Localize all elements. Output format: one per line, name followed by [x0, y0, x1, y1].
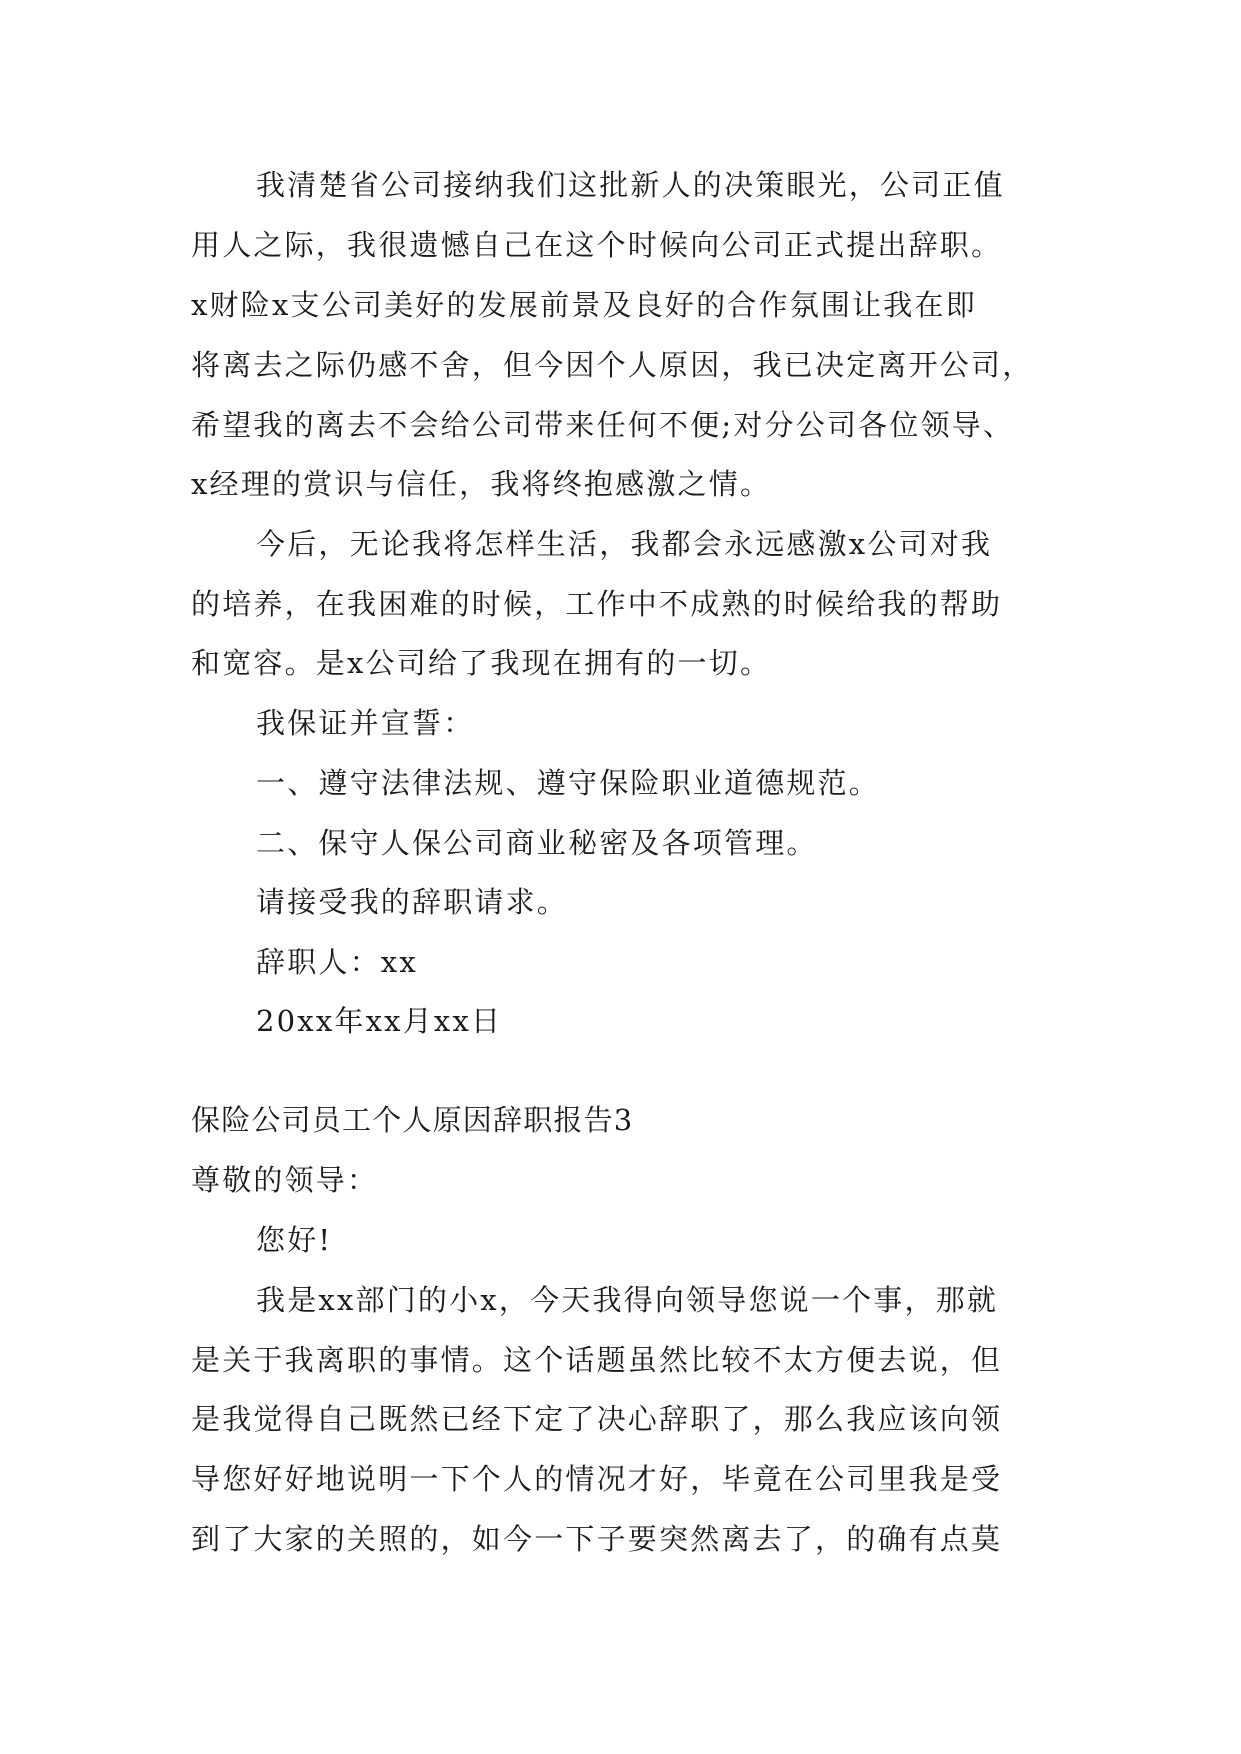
resignation-request: 请接受我的辞职请求。 — [256, 885, 569, 919]
paragraph-line: 到了大家的关照的，如今一下子要突然离去了，的确有点莫 — [191, 1522, 1003, 1556]
paragraph-line: 今后，无论我将怎样生活，我都会永远感激x公司对我 — [256, 527, 993, 561]
paragraph-line: 用人之际，我很遗憾自己在这个时候向公司正式提出辞职。 — [191, 228, 1003, 262]
section-title: 保险公司员工个人原因辞职报告3 — [191, 1103, 634, 1137]
paragraph-line: 是关于我离职的事情。这个话题虽然比较不太方便去说，但 — [191, 1343, 1003, 1377]
paragraph-line: 是我觉得自己既然已经下定了决心辞职了，那么我应该向领 — [191, 1402, 1003, 1436]
paragraph-line: x经理的赏识与信任，我将终抱感激之情。 — [191, 467, 772, 501]
paragraph-line: 我是xx部门的小x，今天我得向领导您说一个事，那就 — [256, 1283, 999, 1317]
pledge-item: 一、遵守法律法规、遵守保险职业道德规范。 — [256, 766, 881, 800]
paragraph-line: 将离去之际仍感不舍，但今因个人原因，我已决定离开公司， — [191, 348, 1034, 382]
paragraph-line: 希望我的离去不会给公司带来任何不便;对分公司各位领导、 — [191, 408, 1015, 442]
paragraph-line: 的培养，在我困难的时候，工作中不成熟的时候给我的帮助 — [191, 587, 1003, 621]
date-line: 20xx年xx月xx日 — [256, 1004, 503, 1038]
pledge-intro: 我保证并宣誓： — [256, 706, 475, 740]
signer-line: 辞职人：xx — [256, 945, 418, 979]
paragraph-line: 我清楚省公司接纳我们这批新人的决策眼光，公司正值 — [256, 168, 1005, 202]
pledge-item: 二、保守人保公司商业秘密及各项管理。 — [256, 826, 818, 860]
salutation: 尊敬的领导： — [191, 1163, 379, 1197]
paragraph-line: 导您好好地说明一下个人的情况才好，毕竟在公司里我是受 — [191, 1462, 1003, 1496]
paragraph-line: 和宽容。是x公司给了我现在拥有的一切。 — [191, 646, 772, 680]
greeting: 您好! — [256, 1223, 333, 1257]
paragraph-line: x财险x支公司美好的发展前景及良好的合作氛围让我在即 — [191, 288, 977, 322]
